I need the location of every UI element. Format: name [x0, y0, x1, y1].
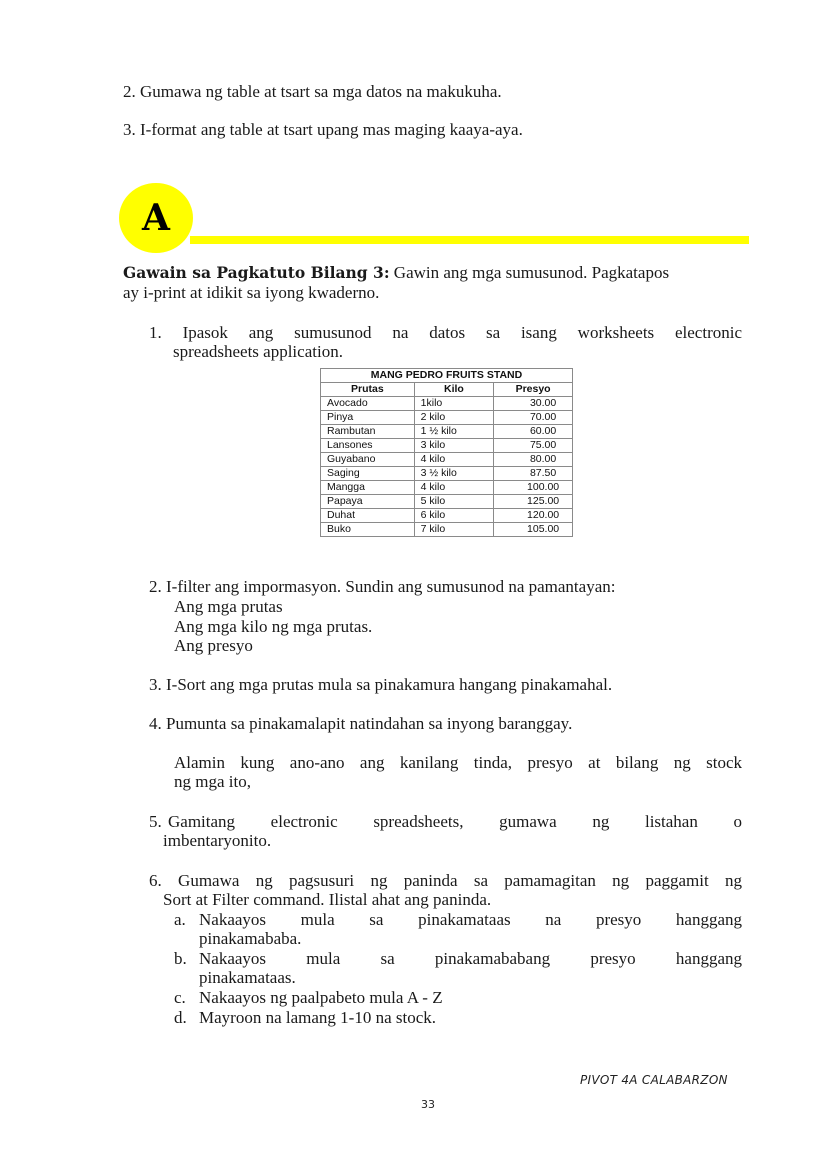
fruit-kilo: 3 kilo — [414, 439, 494, 453]
sub-item-a-line2: pinakamababa. — [199, 929, 302, 948]
step-3: 3. I-Sort ang mga prutas mula sa pinakamura hangang pinakamahal. — [149, 675, 613, 694]
fruit-price: 120.00 — [494, 509, 573, 523]
activity-intro-line1: Gawin ang mga sumusunod. Pagkatapos — [389, 263, 670, 282]
step-2-top: 2. Gumawa ng table at tsart sa mga datos na makukuha. — [123, 82, 502, 101]
activity-intro — [123, 263, 743, 282]
filter-criterion: Ang mga kilo ng mga prutas. — [174, 617, 373, 636]
fruit-price: 87.50 — [494, 467, 573, 481]
fruit-name: Pinya — [321, 411, 415, 425]
fruit-name: Duhat — [321, 509, 415, 523]
table-row — [321, 467, 573, 481]
fruit-name: Avocado — [321, 397, 415, 411]
fruit-price: 30.00 — [494, 397, 573, 411]
fruit-kilo: 1kilo — [414, 397, 494, 411]
column-header-prutas: Prutas — [321, 383, 415, 397]
fruit-kilo: 2 kilo — [414, 411, 494, 425]
fruits-stand-table — [320, 368, 573, 537]
step-5-number: 5. — [149, 812, 162, 831]
table-row — [321, 397, 573, 411]
section-badge — [119, 183, 193, 253]
filter-criterion: Ang presyo — [174, 636, 253, 655]
step-4-note-line2: ng mga ito, — [174, 772, 251, 791]
fruit-name: Lansones — [321, 439, 415, 453]
table-row — [321, 439, 573, 453]
table-row — [321, 481, 573, 495]
table-row — [321, 495, 573, 509]
sub-item-a-line1: Nakaayos mula sa pinakamataas na presyo hanggang — [199, 910, 742, 929]
step-4-note-line1: Alamin kung ano-ano ang kanilang tinda, presyo at bilang ng stock — [174, 753, 742, 772]
table-row — [321, 509, 573, 523]
step-2-line1: 2. I-filter ang impormasyon. Sundin ang sumusunod na pamantayan: — [149, 577, 616, 596]
fruit-price: 70.00 — [494, 411, 573, 425]
page-number: 33 — [421, 1098, 435, 1111]
step-5-line2: imbentaryonito. — [163, 831, 272, 850]
step-5-line1: Gamitang electronic spreadsheets, gumawa ng listahan o — [168, 812, 742, 831]
column-header-presyo: Presyo — [494, 383, 573, 397]
sub-item-d: Mayroon na lamang 1-10 na stock. — [199, 1008, 436, 1027]
fruit-price: 75.00 — [494, 439, 573, 453]
step-1-line2: spreadsheets application. — [173, 342, 343, 361]
fruit-price: 80.00 — [494, 453, 573, 467]
fruit-price: 60.00 — [494, 425, 573, 439]
fruit-name: Rambutan — [321, 425, 415, 439]
activity-intro-line2: ay i-print at idikit sa iyong kwaderno. — [123, 283, 380, 302]
filter-criterion: Ang mga prutas — [174, 597, 283, 616]
table-title: MANG PEDRO FRUITS STAND — [321, 369, 573, 383]
fruit-name: Mangga — [321, 481, 415, 495]
column-header-kilo: Kilo — [414, 383, 494, 397]
fruit-name: Saging — [321, 467, 415, 481]
step-3-top: 3. I-format ang table at tsart upang mas maging kaaya-aya. — [123, 120, 523, 139]
sub-item-marker: b. — [174, 949, 187, 968]
fruit-kilo: 6 kilo — [414, 509, 494, 523]
fruit-name: Buko — [321, 523, 415, 537]
step-4: 4. Pumunta sa pinakamalapit natindahan sa inyong baranggay. — [149, 714, 573, 733]
fruit-kilo: 4 kilo — [414, 453, 494, 467]
table-row — [321, 523, 573, 537]
sub-item-marker: c. — [174, 988, 186, 1007]
sub-item-b-line2: pinakamataas. — [199, 968, 296, 987]
fruit-price: 105.00 — [494, 523, 573, 537]
fruit-kilo: 4 kilo — [414, 481, 494, 495]
table-row — [321, 453, 573, 467]
table-row — [321, 411, 573, 425]
step-1-line1: 1. Ipasok ang sumusunod na datos sa isang worksheets electronic — [149, 323, 742, 342]
sub-item-b-line1: Nakaayos mula sa pinakamababang presyo hanggang — [199, 949, 742, 968]
fruit-price: 100.00 — [494, 481, 573, 495]
fruit-kilo: 7 kilo — [414, 523, 494, 537]
fruit-name: Guyabano — [321, 453, 415, 467]
fruit-kilo: 1 ½ kilo — [414, 425, 494, 439]
table-row — [321, 425, 573, 439]
sub-item-marker: d. — [174, 1008, 187, 1027]
sub-item-c: Nakaayos ng paalpabeto mula A - Z — [199, 988, 443, 1007]
section-letter: A — [142, 197, 170, 239]
fruit-kilo: 3 ½ kilo — [414, 467, 494, 481]
sub-item-marker: a. — [174, 910, 186, 929]
footer-publisher: PIVOT 4A CALABARZON — [580, 1073, 728, 1087]
step-6-line1: 6. Gumawa ng pagsusuri ng paninda sa pamamagitan ng paggamit ng — [149, 871, 742, 890]
fruit-price: 125.00 — [494, 495, 573, 509]
fruit-kilo: 5 kilo — [414, 495, 494, 509]
step-6-line2: Sort at Filter command. Ilistal ahat ang paninda. — [163, 890, 492, 909]
activity-title: Gawain sa Pagkatuto Bilang 3: — [123, 263, 390, 282]
fruit-name: Papaya — [321, 495, 415, 509]
section-divider — [190, 236, 749, 244]
